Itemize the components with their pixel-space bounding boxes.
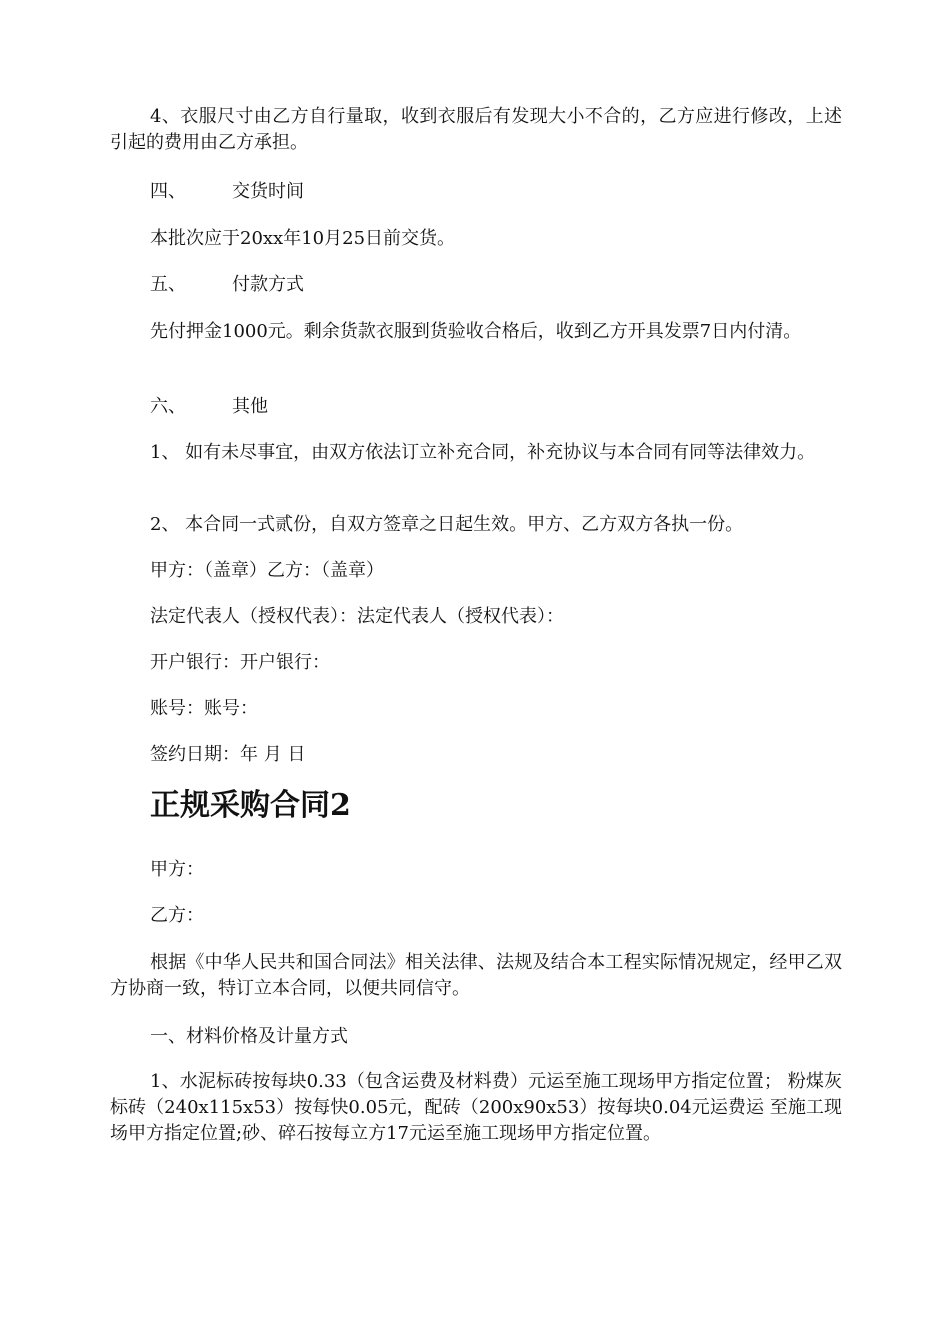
section-number: 五、 [150, 274, 186, 295]
other-clause-1-paragraph: 1、 如有未尽事宜，由双方依法订立补充合同，补充协议与本合同有同等法律效力。 [150, 442, 816, 463]
bank-line: 开户银行：开户银行： [150, 652, 330, 673]
party-a-line: 甲方： [150, 859, 204, 880]
contract-basis-paragraph: 根据《中华人民共和国合同法》相关法律、法规及结合本工程实际情况规定，经甲乙双方协商一致，特订立本合同，以便共同信守。 [110, 952, 842, 999]
party-b-line: 乙方： [150, 905, 204, 926]
material-price-clause-1-paragraph: 1、水泥标砖按每块0.33（包含运费及材料费）元运至施工现场甲方指定位置； 粉煤灰标砖（240x115x53）按每快0.05元，配砖（200x90x53）按每块0.04元运费运 至施工现场甲方指定位置;砂、碎石按每立方17元运至施工现场甲方指定位置。 [110, 1071, 842, 1144]
signing-date-line: 签约日期：年 月 日 [150, 744, 306, 765]
section-number: 六、 [150, 396, 186, 417]
section-number: 四、 [150, 181, 186, 202]
section-title: 其他 [232, 396, 268, 417]
delivery-date-paragraph: 本批次应于20xx年10月25日前交货。 [150, 228, 456, 249]
section-title: 付款方式 [232, 274, 304, 295]
payment-paragraph: 先付押金1000元。剩余货款衣服到货验收合格后，收到乙方开具发票7日内付清。 [150, 321, 802, 342]
section-title: 交货时间 [232, 181, 304, 202]
section-heading-material-price: 一、材料价格及计量方式 [150, 1026, 348, 1047]
contract-2-title: 正规采购合同2 [150, 788, 351, 823]
clause-4-size-paragraph: 4、衣服尺寸由乙方自行量取，收到衣服后有发现大小不合的，乙方应进行修改，上述引起的费用由乙方承担。 [110, 106, 842, 153]
account-number-line: 账号：账号： [150, 698, 258, 719]
section-heading-other [150, 394, 268, 420]
legal-representative-line: 法定代表人（授权代表）：法定代表人（授权代表）： [150, 606, 564, 627]
section-heading-delivery-time [150, 179, 304, 205]
signature-seal-line: 甲方：（盖章）乙方：（盖章） [150, 560, 384, 581]
section-heading-payment-method [150, 272, 304, 298]
other-clause-2-paragraph: 2、 本合同一式贰份，自双方签章之日起生效。甲方、乙方双方各执一份。 [150, 514, 744, 535]
